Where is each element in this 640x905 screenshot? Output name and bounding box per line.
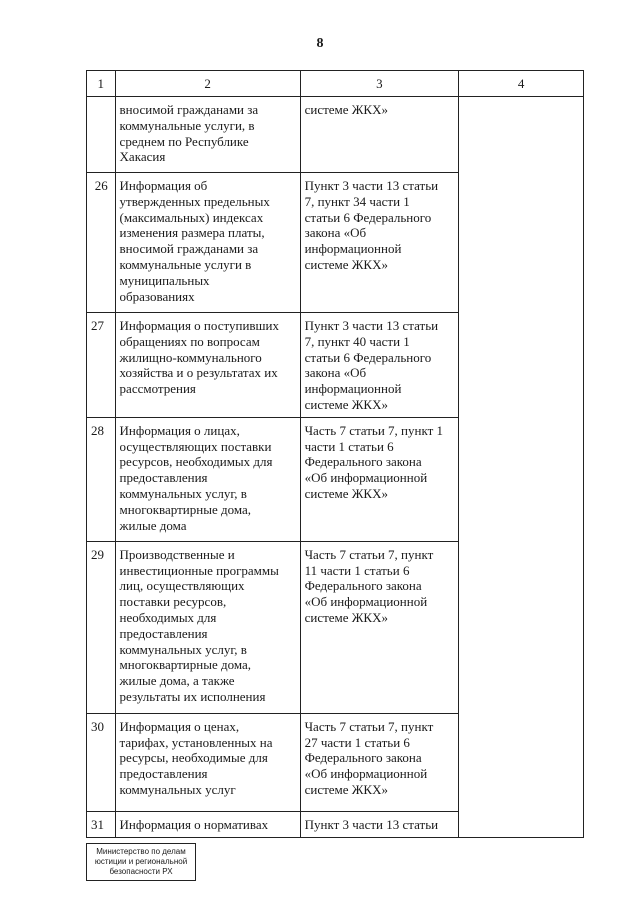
- row-number: 30: [87, 713, 116, 811]
- row-basis: Часть 7 статьи 7, пункт 1 части 1 статьи 6 Федерального закона «Об информационной системе ЖКХ»: [300, 417, 459, 541]
- header-cell: 4: [459, 71, 584, 97]
- row-number: 27: [87, 313, 116, 418]
- row-number: 26: [87, 173, 116, 313]
- stamp-line: безопасности РХ: [109, 867, 173, 876]
- column-4-cell: [459, 97, 584, 838]
- table-row: [87, 97, 584, 173]
- row-number: 31: [87, 811, 116, 837]
- row-info: Информация о нормативах: [115, 811, 300, 837]
- page-number: 8: [316, 36, 324, 51]
- row-number: 29: [87, 541, 116, 713]
- row-info: Информация о ценах, тарифах, установленных на ресурсы, необходимые для предоставления коммунальных услуг: [115, 713, 300, 811]
- ministry-stamp: [86, 843, 196, 881]
- row-basis: Часть 7 статьи 7, пункт 11 части 1 статьи 6 Федерального закона «Об информационной системе ЖКХ»: [300, 541, 459, 713]
- row-info: Информация о лицах, осуществляющих поставки ресурсов, необходимых для предоставления коммунальных услуг, в многоквартирные дома, жилые дома: [115, 417, 300, 541]
- row-number: 28: [87, 417, 116, 541]
- row-info: Информация о поступивших обращениях по вопросам жилищно-коммунального хозяйства и о результатах их рассмотрения: [115, 313, 300, 418]
- registry-table: [86, 70, 584, 838]
- row-number: [87, 97, 116, 173]
- row-basis: Часть 7 статьи 7, пункт 27 части 1 статьи 6 Федерального закона «Об информационной системе ЖКХ»: [300, 713, 459, 811]
- header-cell: 2: [115, 71, 300, 97]
- row-basis: Пункт 3 части 13 статьи 7, пункт 40 части 1 статьи 6 Федерального закона «Об информационной системе ЖКХ»: [300, 313, 459, 418]
- row-info: Информация об утвержденных предельных (максимальных) индексах изменения размера платы, вносимой гражданами за коммунальные услуги в муниципальных образованиях: [115, 173, 300, 313]
- table-header-row: [87, 71, 584, 97]
- row-info: Производственные и инвестиционные программы лиц, осуществляющих поставки ресурсов, необходимых для предоставления коммунальных услуг, в многоквартирные дома, жилые дома, а также результаты их исполнения: [115, 541, 300, 713]
- header-cell: 3: [300, 71, 459, 97]
- stamp-line: Министерство по делам: [96, 847, 186, 856]
- row-basis: Пункт 3 части 13 статьи 7, пункт 34 части 1 статьи 6 Федерального закона «Об информационной системе ЖКХ»: [300, 173, 459, 313]
- stamp-line: юстиции и региональной: [94, 857, 188, 866]
- header-cell: 1: [87, 71, 116, 97]
- row-basis: Пункт 3 части 13 статьи: [300, 811, 459, 837]
- row-basis: системе ЖКХ»: [300, 97, 459, 173]
- row-info: вносимой гражданами за коммунальные услуги, в среднем по Республике Хакасия: [115, 97, 300, 173]
